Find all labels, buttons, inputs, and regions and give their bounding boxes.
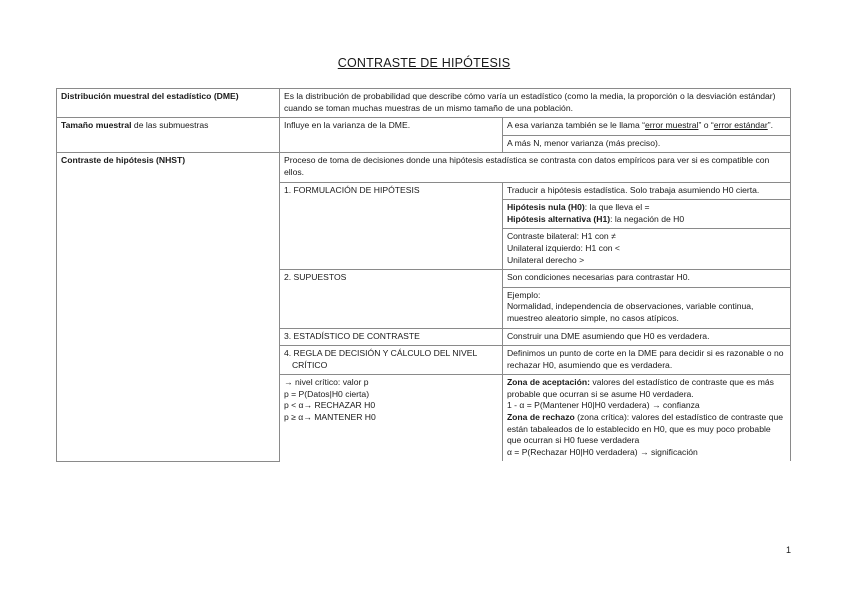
step-cell — [279, 346, 502, 375]
detail-text: Ejemplo: — [506, 289, 541, 300]
detail-text: valores del estadístico de contraste que es más probable que ocurran si se asume H0 verdadera. — [506, 377, 774, 399]
detail-cell — [502, 287, 790, 328]
detail-cell: Construir una DME asumiendo que H0 es verdadera. — [502, 328, 790, 346]
detail-cell — [502, 229, 790, 270]
summary-table — [56, 88, 791, 462]
formula-text: α = P(Rechazar H0|H0 verdadera) → significación — [506, 446, 698, 457]
detail-text: Unilateral izquierdo: H1 con < — [506, 242, 620, 253]
row-description: Es la distribución de probabilidad que describe cómo varía un estadístico (como la media, la proporción o la desviación estándar) cuando se toman muchas muestras de un mismo tamaño de una población. — [279, 89, 790, 118]
table-row — [57, 118, 791, 136]
underlined-term: error muestral — [644, 120, 699, 131]
page-title: CONTRASTE DE HIPÓTESIS — [337, 56, 511, 70]
note-cell: A más N, menor varianza (más preciso). — [502, 135, 790, 153]
detail-text: p = P(Datos|H0 cierta) — [283, 388, 370, 399]
detail-cell: Definimos un punto de corte en la DME para decidir si es razonable o no rechazar H0, asumiendo que es verdadera. — [502, 346, 790, 375]
table-row — [57, 153, 791, 182]
row-label-rest: de las submuestras — [131, 120, 209, 131]
row-description: Influye en la varianza de la DME. — [279, 118, 502, 153]
zones-cell — [502, 375, 790, 462]
detail-text: (zona crítica): valores del estadístico de contraste que están tabaleados de lo establecido en H0, que es muy poco probable que ocurran si H0 fuese verdadera — [506, 412, 784, 446]
step-cell: 3. ESTADÍSTICO DE CONTRASTE — [279, 328, 502, 346]
detail-text: Contraste bilateral: H1 con ≠ — [506, 231, 616, 242]
detail-text: p ≥ α→ MANTENER H0 — [283, 412, 376, 423]
row-label-text: Contraste de hipótesis (NHST) — [61, 155, 186, 166]
note-cell — [502, 118, 790, 136]
detail-cell — [502, 200, 790, 229]
row-label-text: Distribución muestral del estadístico (DME) — [61, 91, 239, 101]
row-label — [57, 153, 280, 462]
row-label-bold: Tamaño muestral — [61, 120, 132, 131]
detail-text: : la negación de H0 — [610, 213, 685, 224]
step-text: 4. REGLA DE DECISIÓN Y CÁLCULO DEL NIVEL — [283, 348, 478, 359]
table-row — [57, 89, 791, 118]
bold-term: Zona de aceptación: — [506, 377, 591, 388]
detail-text: Normalidad, independencia de observaciones, variable continua, muestreo aleatorio simple, no casos atípicos. — [506, 301, 754, 323]
detail-cell: Traducir a hipótesis estadística. Solo trabaja asumiendo H0 cierta. — [502, 182, 790, 200]
detail-cell: Son condiciones necesarias para contrastar H0. — [502, 270, 790, 288]
bold-term: Zona de rechazo — [506, 412, 575, 423]
formula-text: 1 - α = P(Mantener H0|H0 verdadera) → confianza — [506, 400, 700, 411]
row-label — [57, 118, 280, 153]
critical-level-cell — [279, 375, 502, 462]
note-text: ”. — [767, 120, 773, 131]
detail-text: p < α→ RECHAZAR H0 — [283, 400, 376, 411]
detail-text: → nivel crítico: valor p — [283, 377, 369, 388]
page-number: 1 — [785, 545, 791, 555]
step-cell: 1. FORMULACIÓN DE HIPÓTESIS — [279, 182, 502, 270]
step-text: CRÍTICO — [291, 359, 328, 370]
step-cell: 2. SUPUESTOS — [279, 270, 502, 328]
bold-term: Hipótesis nula (H0) — [506, 202, 585, 213]
detail-text: : la que lleva el = — [584, 202, 650, 213]
detail-text: Unilateral derecho > — [506, 254, 585, 265]
row-description: Proceso de toma de decisiones donde una hipótesis estadística se contrasta con datos empíricos para ver si es compatible con ellos. — [279, 153, 790, 182]
row-label — [57, 89, 280, 118]
bold-term: Hipótesis alternativa (H1) — [506, 213, 611, 224]
note-text: A esa varianza también se le llama “ — [506, 120, 645, 131]
note-text: ” o “ — [698, 120, 714, 131]
underlined-term: error estándar — [713, 120, 768, 131]
